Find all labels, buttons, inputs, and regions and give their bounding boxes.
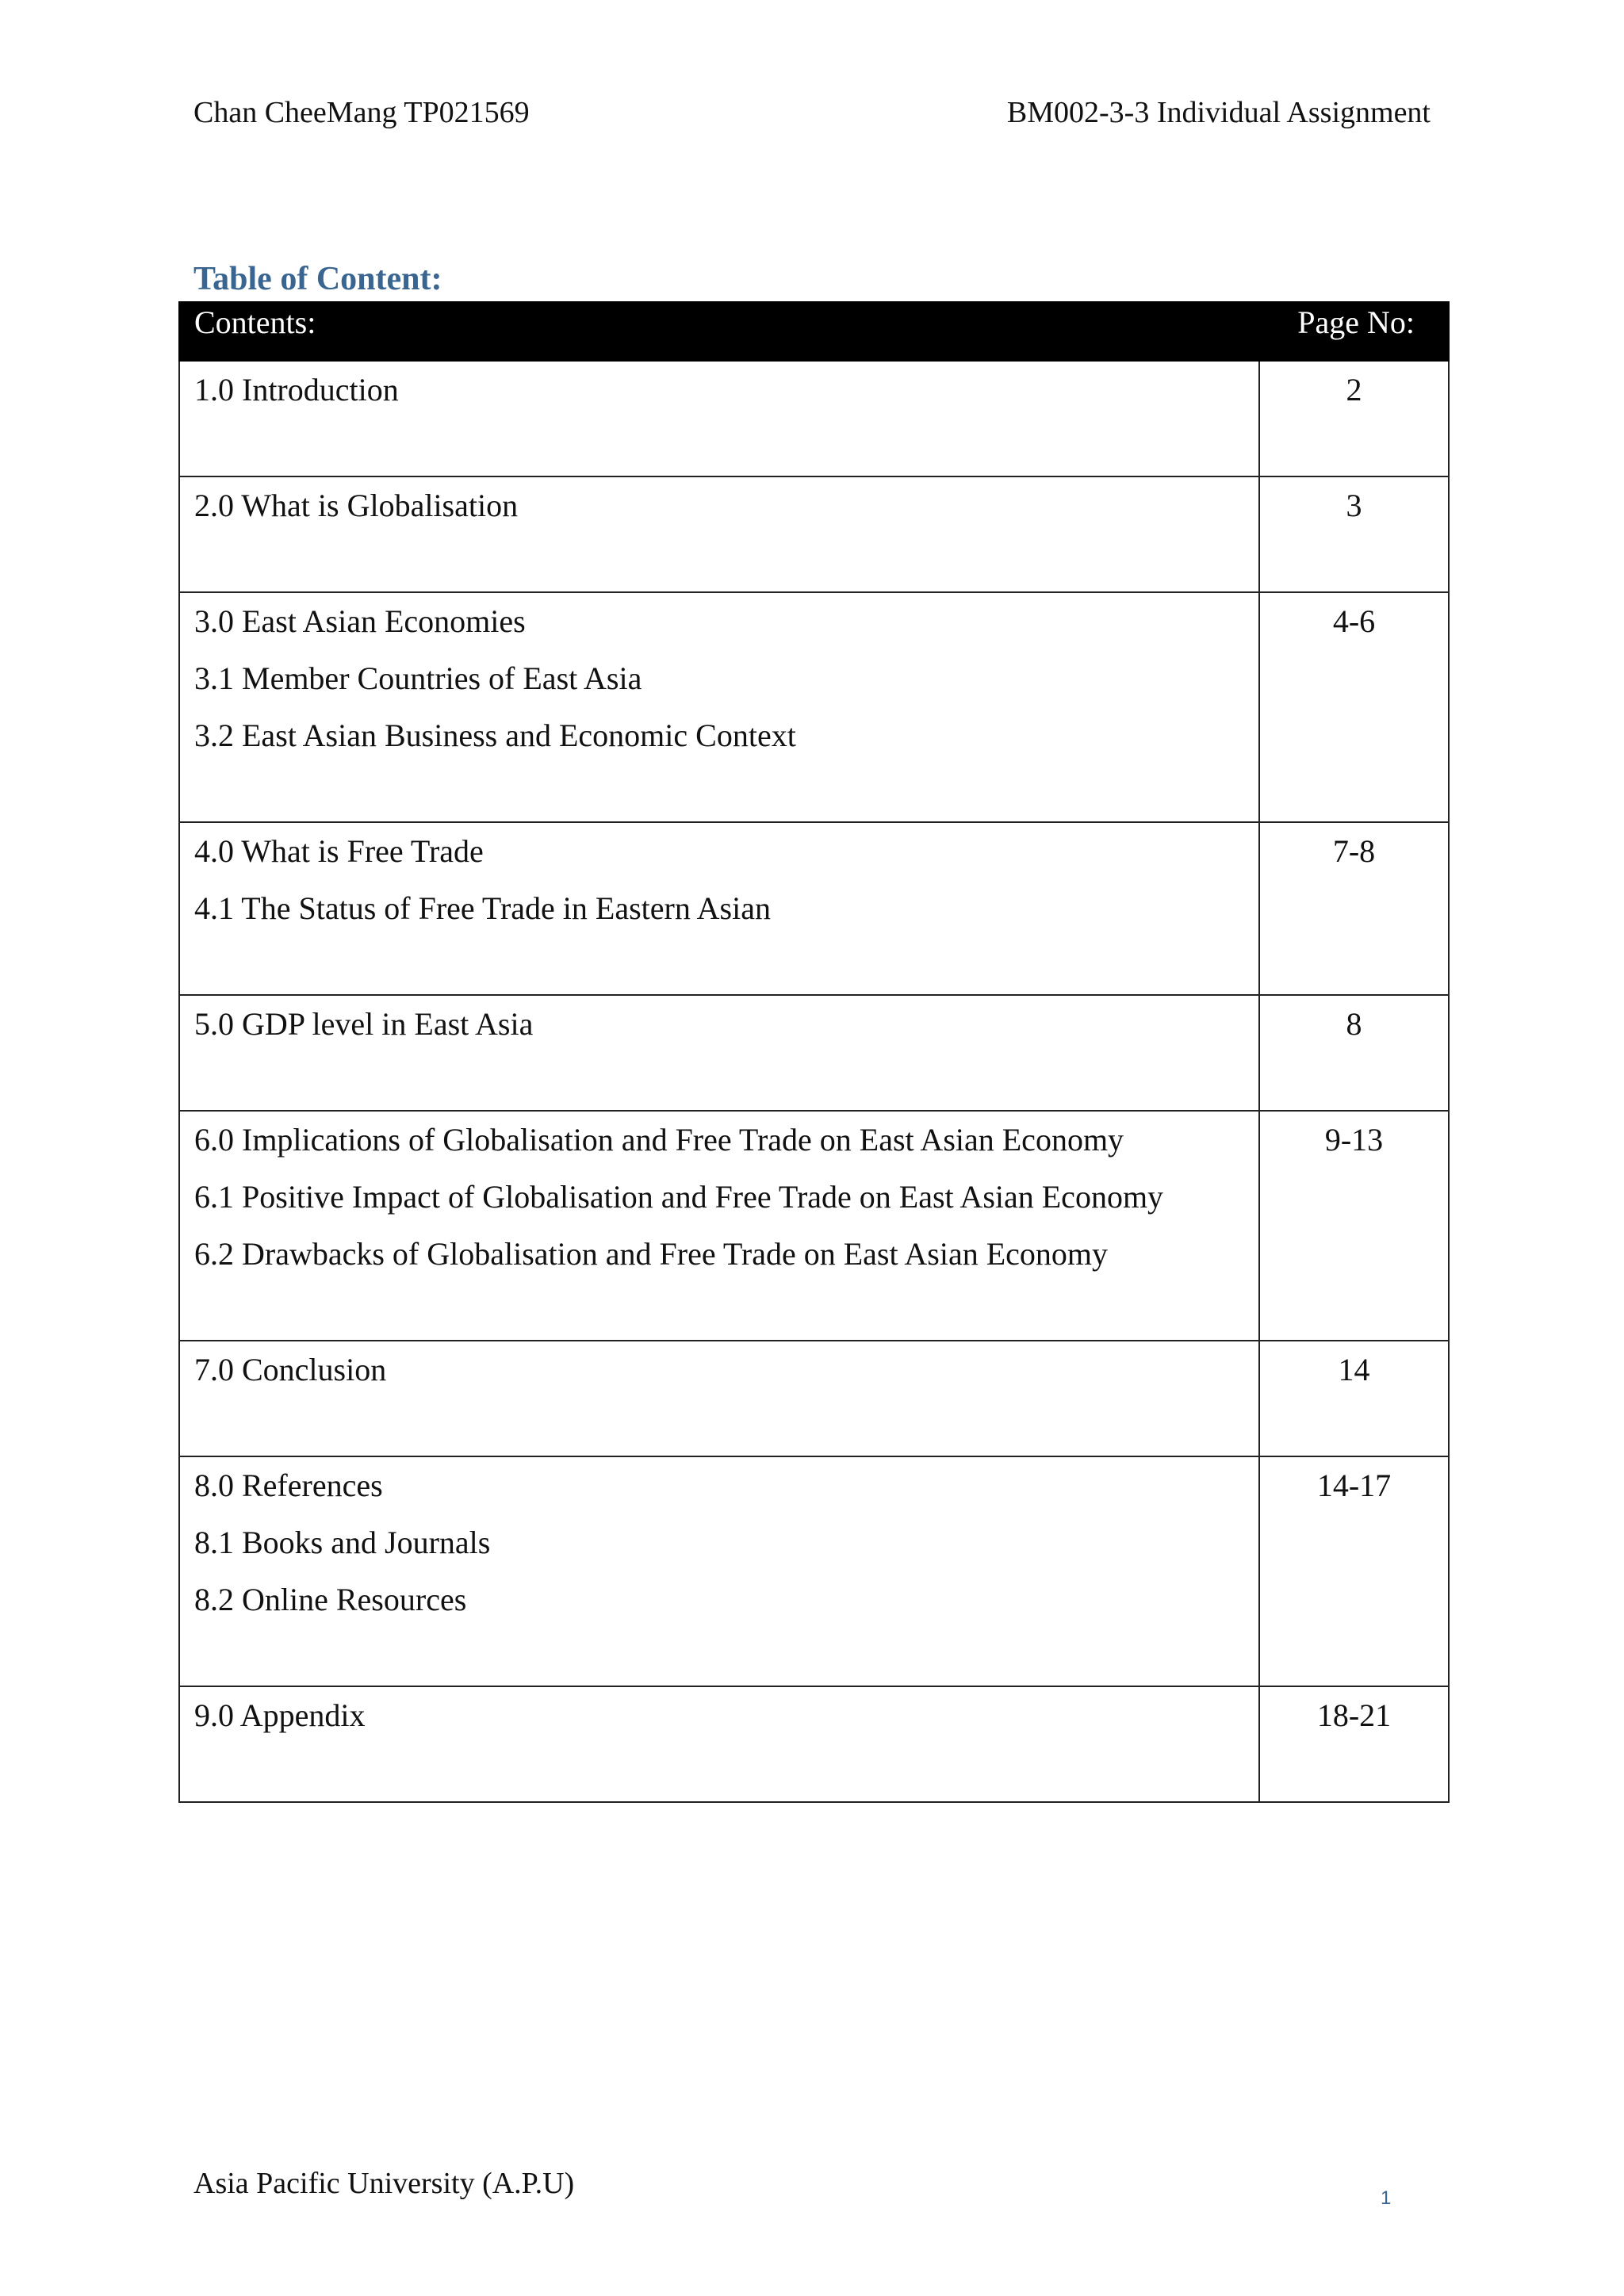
toc-row — [179, 1686, 1449, 1802]
toc-body — [179, 361, 1449, 1802]
toc-entries-cell — [179, 476, 1259, 592]
toc-entry: 3.1 Member Countries of East Asia — [194, 660, 642, 696]
toc-spacer — [194, 1283, 1258, 1340]
toc-spacer — [194, 937, 1258, 994]
header-assignment: BM002-3-3 Individual Assignment — [1006, 96, 1431, 129]
toc-entries-cell — [179, 1341, 1259, 1456]
footer-institution: Asia Pacific University (A.P.U) — [193, 2167, 575, 2200]
toc-entry: 6.1 Positive Impact of Globalisation and Free Trade on East Asian Economy — [194, 1179, 1164, 1215]
toc-row — [179, 1341, 1449, 1456]
toc-row — [179, 1456, 1449, 1686]
toc-entry: 4.0 What is Free Trade — [194, 833, 484, 869]
toc-entry: 6.2 Drawbacks of Globalisation and Free Trade on East Asian Economy — [194, 1236, 1109, 1272]
toc-page-number: 18-21 — [1259, 1686, 1449, 1802]
toc-spacer — [194, 764, 1258, 821]
toc-page-number: 8 — [1259, 995, 1449, 1111]
toc-entry: 7.0 Conclusion — [194, 1352, 387, 1387]
toc-entry: 9.0 Appendix — [194, 1697, 366, 1733]
toc-entries-cell — [179, 1111, 1259, 1341]
toc-page-number: 4-6 — [1259, 592, 1449, 822]
toc-entries-cell — [179, 1686, 1259, 1802]
footer-page-number: 1 — [1381, 2187, 1392, 2209]
toc-entry: 6.0 Implications of Globalisation and Free Trade on East Asian Economy — [194, 1122, 1124, 1158]
header-author: Chan CheeMang TP021569 — [193, 96, 530, 129]
toc-entries-cell — [179, 361, 1259, 476]
toc-entry: 2.0 What is Globalisation — [194, 488, 519, 523]
toc-entries-cell — [179, 822, 1259, 995]
toc-page-number: 9-13 — [1259, 1111, 1449, 1341]
toc-table — [178, 301, 1450, 1803]
toc-spacer — [194, 1744, 1258, 1801]
toc-title: Table of Content: — [193, 261, 442, 297]
toc-page-number: 14-17 — [1259, 1456, 1449, 1686]
toc-header-row — [179, 302, 1449, 361]
toc-entries-cell — [179, 592, 1259, 822]
toc-entry: 8.0 References — [194, 1468, 383, 1503]
toc-row — [179, 361, 1449, 476]
toc-entry: 3.2 East Asian Business and Economic Context — [194, 718, 796, 753]
toc-page-number: 2 — [1259, 361, 1449, 476]
toc-entry: 8.2 Online Resources — [194, 1582, 467, 1617]
toc-row — [179, 1111, 1449, 1341]
toc-entry: 8.1 Books and Journals — [194, 1525, 491, 1560]
toc-row — [179, 822, 1449, 995]
toc-row — [179, 995, 1449, 1111]
toc-page-number: 7-8 — [1259, 822, 1449, 995]
toc-entry: 4.1 The Status of Free Trade in Eastern Asian — [194, 890, 771, 926]
toc-spacer — [194, 1053, 1258, 1110]
toc-header-page: Page No: — [1259, 302, 1449, 361]
toc-header-contents: Contents: — [179, 302, 1259, 361]
toc-entry: 1.0 Introduction — [194, 372, 399, 408]
toc-spacer — [194, 419, 1258, 476]
toc-spacer — [194, 1399, 1258, 1456]
toc-page-number: 14 — [1259, 1341, 1449, 1456]
toc-spacer — [194, 534, 1258, 591]
toc-entry: 3.0 East Asian Economies — [194, 603, 526, 639]
toc-entries-cell — [179, 1456, 1259, 1686]
toc-row — [179, 592, 1449, 822]
toc-entry: 5.0 GDP level in East Asia — [194, 1006, 534, 1042]
toc-row — [179, 476, 1449, 592]
toc-entries-cell — [179, 995, 1259, 1111]
toc-page-number: 3 — [1259, 476, 1449, 592]
toc-spacer — [194, 1628, 1258, 1686]
